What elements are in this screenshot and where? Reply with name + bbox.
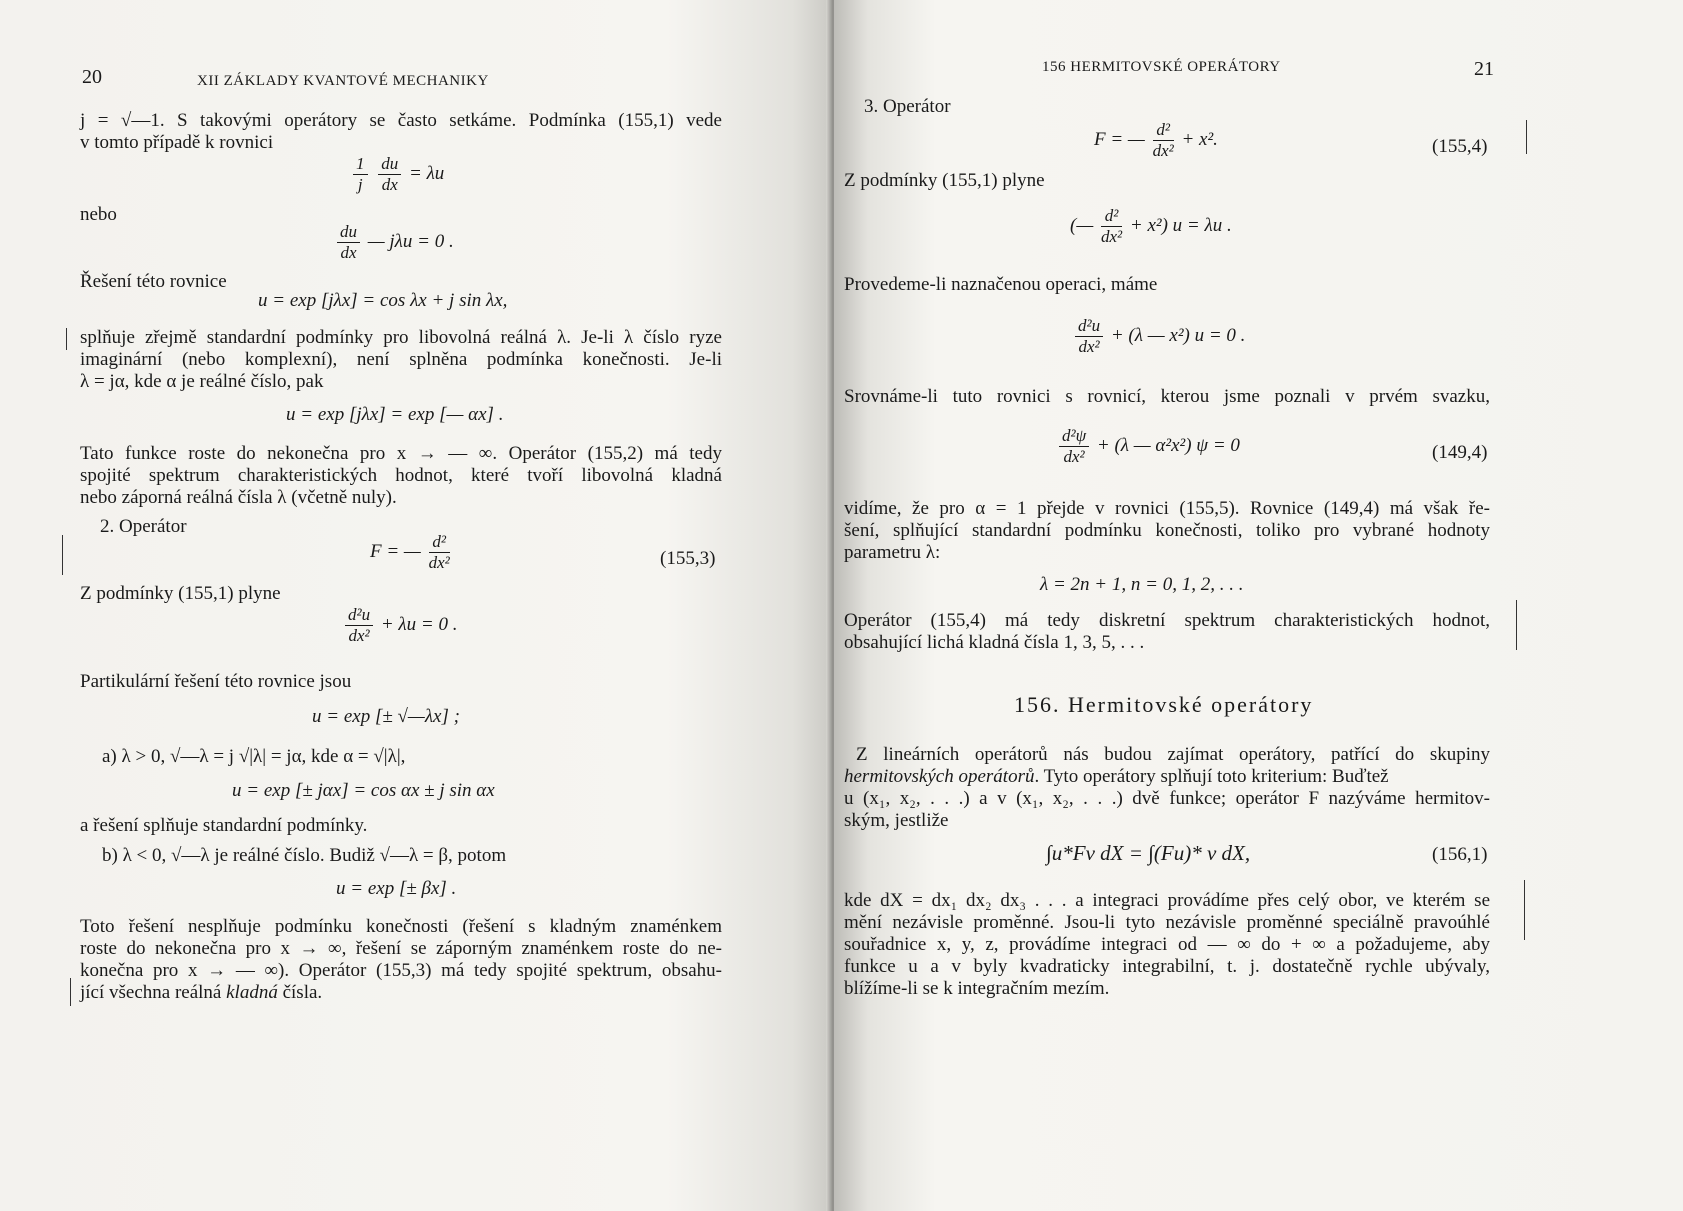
equation: $\frac{du}{dx}$ — jλu = 0 . bbox=[334, 222, 454, 263]
page-number: 21 bbox=[1474, 58, 1494, 80]
equation: u = exp [± √—λx] ; bbox=[312, 706, 460, 727]
text-line: u (x₁, x₂, . . .) a v (x₁, x₂, . . .) dvě funkce; operátor F nazýváme hermitov- bbox=[844, 788, 1490, 809]
fraction: $\frac{du}{dx}$ bbox=[378, 154, 401, 195]
text-line: roste do nekonečna pro x → ∞, řešení se záporným znaménkem roste do ne- bbox=[80, 938, 722, 959]
fraction: $\frac{\text{d²}}{\text{dx²}}$ bbox=[1152, 120, 1174, 160]
margin-mark bbox=[62, 535, 63, 575]
text-line: spojité spektrum charakteristických hodnot, které tvoří libovolná kladná bbox=[80, 465, 722, 486]
equation-tag: (149,4) bbox=[1432, 442, 1488, 463]
case-a: a) λ > 0, √—λ = j √|λ| = jα, kde α = √|λ|, bbox=[102, 746, 406, 767]
text-line: mění nezávisle proměnné. Jsou-li tyto nezávisle proměnné speciálně pravoúhlé bbox=[844, 912, 1490, 933]
text-line: Srovnáme-li tuto rovnici s rovnicí, kterou jsme poznali v prvém svazku, bbox=[844, 386, 1490, 407]
text-line: splňuje zřejmě standardní podmínky pro libovolná reálná λ. Je-li λ číslo ryze bbox=[80, 327, 722, 348]
text-line: 3. Operátor bbox=[864, 96, 951, 117]
text-line: ským, jestliže bbox=[844, 810, 949, 831]
text-line: v tomto případě k rovnici bbox=[80, 132, 274, 153]
text-line: 2. Operátor bbox=[100, 516, 187, 537]
text-line: j = √—1. S takovými operátory se často setkáme. Podmínka (155,1) vede bbox=[80, 110, 722, 131]
equation: $\frac{\text{d²u}}{\text{dx²}}$ + λu = 0 . bbox=[342, 605, 457, 646]
text-line: konečna pro x → — ∞). Operátor (155,3) má tedy spojité spektrum, obsahu- bbox=[80, 960, 722, 981]
text-line: obsahující lichá kladná čísla 1, 3, 5, . . . bbox=[844, 632, 1145, 653]
margin-mark bbox=[1516, 600, 1517, 650]
text-line: nebo záporná reálná čísla λ (včetně nuly). bbox=[80, 487, 397, 508]
fraction: $\frac{\text{d²}}{\text{dx²}}$ bbox=[1100, 206, 1123, 246]
margin-mark bbox=[70, 978, 71, 1006]
fraction: $\frac{\text{d²ψ}}{\text{dx²}}$ bbox=[1059, 426, 1089, 467]
text-line: a řešení splňuje standardní podmínky. bbox=[80, 815, 368, 836]
left-page bbox=[0, 0, 834, 1211]
equation: ∫u*Fv dX = ∫(Fu)* v dX, bbox=[1046, 841, 1251, 865]
margin-mark bbox=[1526, 120, 1527, 154]
text-line: Z podmínky (155,1) plyne bbox=[80, 583, 281, 604]
text-line: Partikulární řešení této rovnice jsou bbox=[80, 671, 352, 692]
text-line: jící všechna reálná kladná čísla. bbox=[80, 982, 323, 1003]
text-line: nebo bbox=[80, 204, 117, 225]
text-line: Provedeme-li naznačenou operaci, máme bbox=[844, 274, 1158, 295]
equation: $\frac{\text{d²ψ}}{\text{dx²}}$ + (λ — α²x²) ψ = 0 bbox=[1056, 426, 1240, 467]
equation: u = exp [jλx] = exp [— αx] . bbox=[286, 404, 504, 425]
text-line: souřadnice x, y, z, provádíme integraci od — ∞ do + ∞ a požadujeme, aby bbox=[844, 934, 1490, 955]
text-line: Operátor (155,4) má tedy diskretní spektrum charakteristických hodnot, bbox=[844, 610, 1490, 631]
text-line: λ = jα, kde α je reálné číslo, pak bbox=[80, 371, 324, 392]
margin-mark bbox=[66, 328, 67, 350]
fraction: $\frac{1}{j}$ bbox=[353, 154, 368, 195]
equation: u = exp [± jαx] = cos αx ± j sin αx bbox=[232, 780, 495, 801]
equation: u = exp [jλx] = cos λx + j sin λx, bbox=[258, 290, 508, 311]
case-b: b) λ < 0, √—λ je reálné číslo. Budiž √—λ = β, potom bbox=[102, 845, 507, 866]
equation: $\frac{\text{d²u}}{\text{dx²}}$ + (λ — x²) u = 0 . bbox=[1072, 316, 1245, 357]
equation: F = — $\frac{\text{d²}}{\text{dx²}}$ bbox=[370, 532, 450, 572]
equation: λ = 2n + 1, n = 0, 1, 2, . . . bbox=[1040, 574, 1244, 595]
text-line: Toto řešení nesplňuje podmínku konečnosti (řešení s kladným znaménkem bbox=[80, 916, 722, 937]
equation: (— $\frac{\text{d²}}{\text{dx²}}$ + x²) u = λu . bbox=[1070, 206, 1232, 246]
text-line: blížíme-li se k integračním mezím. bbox=[844, 978, 1110, 999]
fraction: $\frac{\text{d²u}}{\text{dx²}}$ bbox=[345, 605, 373, 646]
running-header: 156 HERMITOVSKÉ OPERÁTORY bbox=[1042, 59, 1281, 75]
running-header: XII ZÁKLADY KVANTOVÉ MECHANIKY bbox=[197, 73, 489, 89]
right-page bbox=[834, 0, 1683, 1211]
section-heading: 156. Hermitovské operátory bbox=[1014, 692, 1314, 717]
equation-tag: (156,1) bbox=[1432, 844, 1488, 865]
equation-tag: (155,4) bbox=[1432, 136, 1488, 157]
equation-tag: (155,3) bbox=[660, 548, 716, 569]
text-line: vidíme, že pro α = 1 přejde v rovnici (155,5). Rovnice (149,4) má však ře- bbox=[844, 498, 1490, 519]
equation: u = exp [± βx] . bbox=[336, 878, 457, 899]
equation: F = — $\frac{\text{d²}}{\text{dx²}}$ + x². bbox=[1094, 120, 1218, 160]
text-line: Z lineárních operátorů nás budou zajímat operátory, patřící do skupiny bbox=[856, 744, 1490, 765]
text-line: funkce u a v byly kvadraticky integrabilní, t. j. dostatečně rychle ubývaly, bbox=[844, 956, 1490, 977]
text-line: Z podmínky (155,1) plyne bbox=[844, 170, 1045, 191]
fraction: $\frac{\text{d²u}}{\text{dx²}}$ bbox=[1075, 316, 1103, 357]
equation: $\frac{1}{j}$ $\frac{du}{dx}$ = λu bbox=[350, 154, 444, 195]
text-line: šení, splňující standardní podmínku konečnosti, toliko pro vybrané hodnoty bbox=[844, 520, 1490, 541]
text-line: Tato funkce roste do nekonečna pro x → — ∞. Operátor (155,2) má tedy bbox=[80, 443, 722, 464]
text-line: Řešení této rovnice bbox=[80, 271, 227, 292]
page-number: 20 bbox=[82, 66, 102, 88]
text-line: kde dX = dx₁ dx₂ dx₃ . . . a integraci provádíme přes celý obor, ve kterém se bbox=[844, 890, 1490, 911]
fraction: $\frac{du}{dx}$ bbox=[337, 222, 360, 263]
fraction: $\frac{\text{d²}}{\text{dx²}}$ bbox=[428, 532, 450, 572]
margin-mark bbox=[1524, 880, 1525, 940]
text-line: parametru λ: bbox=[844, 542, 941, 563]
text-line: imaginární (nebo komplexní), není splněna podmínka konečnosti. Je-li bbox=[80, 349, 722, 370]
text-line: hermitovských operátorů. Tyto operátory splňují toto kriterium: Buďtež bbox=[844, 766, 1389, 787]
